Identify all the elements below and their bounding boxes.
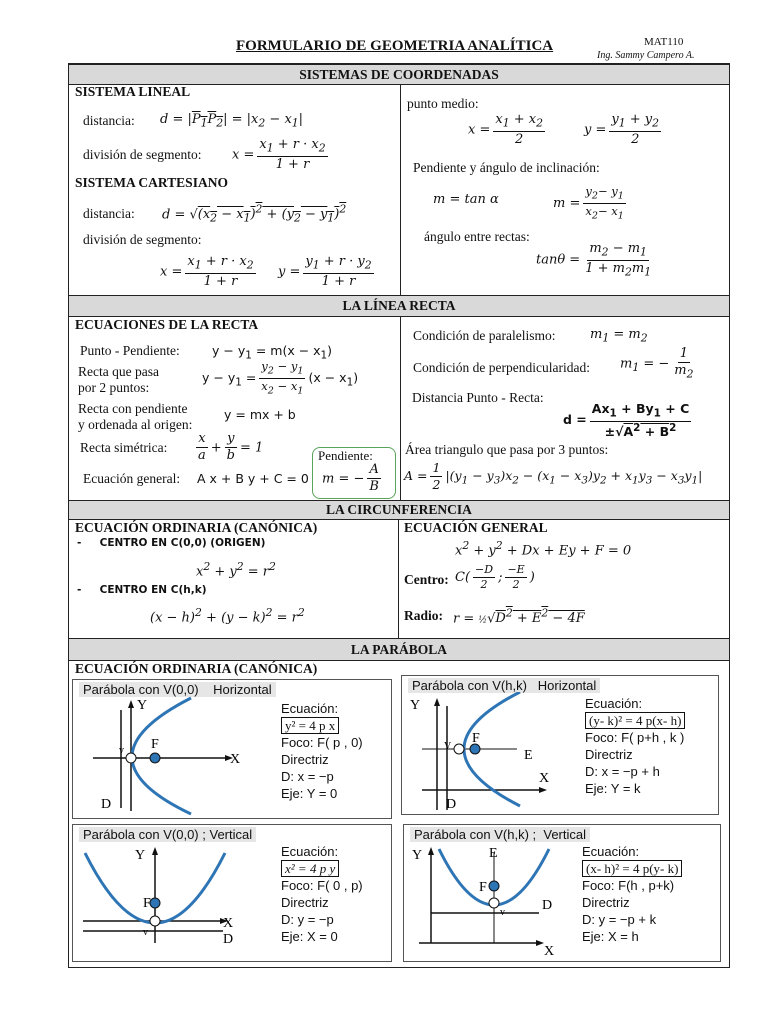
parab-ordinaria-title: ECUACIÓN ORDINARIA (CANÓNICA) [75,661,318,676]
formula-perpendicularidad: $m_1$ = − $\frac{1}{m_2}$ [620,346,694,381]
f-label: F [472,731,480,746]
cartesiano-title: SISTEMA CARTESIANO [75,175,228,190]
panel-info: Ecuación: y² = 4 p x Foco: F( p , 0) Directriz D: x = −p Eje: Y = 0 [281,701,363,801]
parabola-panel-h00 [72,679,392,819]
e-label: E [489,846,498,861]
formula-pm-y: y = $\frac{y_1 + y_2}{2}$ [584,112,660,147]
x-label: X [544,944,555,959]
x-label: X [539,771,550,786]
y-arrow [152,847,158,855]
equation-box: y² = 4 p x [281,717,339,734]
centro-origen-label: - CENTRO EN C(0,0) (ORIGEN) [77,537,266,549]
area-label: Área triangulo que pasa por 3 puntos: [405,442,609,457]
formula-distancia-cart: $d = √(x_2 - x_1)^2 + (y_2 - y_1)^2$ [162,203,347,225]
author: Ing. Sammy Campero A. [597,50,695,61]
formula-simetrica: $\frac{x}{a}$ + $\frac{y}{b}$ = 1 [198,431,264,464]
divider [398,520,399,638]
formula-radio: $r = \frac{1}{2}√D^2 + E^2 - 4F$ [453,607,585,627]
section-recta: LA LÍNEA RECTA [69,295,729,317]
divider [400,317,401,500]
perpendicularidad-label: Condición de perpendicularidad: [413,360,590,375]
recta-title: ECUACIONES DE LA RECTA [75,317,259,332]
paralelismo-label: Condición de paralelismo: [413,328,556,343]
v-label: v [500,907,505,918]
radio-label: Radio: [404,608,444,623]
parabola-panel-vhk [403,824,721,962]
formula-pendiente-general: m = − $\frac{A}{B}$ [322,462,379,495]
formula-div-seg-lineal: x = $\frac{x_1 + r \cdot x_2}{1 + r}$ [232,137,326,172]
formula-dist-punto-recta: d = $\frac{Ax_1 + By_1 + C}{\pm√A^2 + B^2}$ [563,401,690,440]
v-label: v [119,745,124,756]
panel-info: Ecuación: x² = 4 p y Foco: F( 0 , p) Directriz D: y = −p Eje: X = 0 [281,844,363,944]
formula-circ-general: $x^2 + y^2 + Dx + Ey + F = 0$ [455,539,632,559]
v-label: V [444,741,452,752]
centro-hk-label: - CENTRO EN C(h,k) [77,584,207,596]
general-label: Ecuación general: [83,471,181,486]
formula-area: A = $\frac{1}{2}$ $|(y_1 - y_3)x_2 - (x_1 - x_3)y_2 + x_1y_3 - x_3y_1|$ [404,460,703,492]
y-label: Y [410,698,421,713]
circ-general-title: ECUACIÓN GENERAL [404,520,548,535]
formula-circ-hk: $(x - h)^2 + (y - k)^2 = r^2$ [150,606,305,626]
dos-puntos-label: Recta que pasa por 2 puntos: [78,364,159,395]
formula-distancia-lineal: $d = |P_1P_2| = |x_2 - x_1|$ [160,112,304,130]
focus-point [150,898,160,908]
d-label: D [446,797,457,812]
section-circunferencia: LA CIRCUNFERENCIA [69,500,729,520]
parabola-graph [402,692,587,812]
d-label: D [101,797,112,812]
punto-medio-label: punto medio: [407,96,479,111]
simetrica-label: Recta simétrica: [80,440,168,455]
x-label: X [223,916,234,931]
page-title: FORMULARIO DE GEOMETRIA ANALÍTICA [236,38,554,54]
formula-general: A x + B y + C = 0 [197,471,309,486]
v-label: v [143,927,148,938]
formula-m-tan: m = tan α [433,192,499,207]
parabola-graph [404,843,584,961]
f-label: F [151,737,159,752]
y-arrow [128,700,134,708]
f-label: F [143,896,151,911]
parabola-panel-v00 [72,824,392,962]
pendiente-ordenada-label: Recta con pendiente y ordenada al origen: [78,401,193,432]
angulo-rectas-label: ángulo entre rectas: [424,229,530,244]
y-label: Y [135,848,146,863]
formula-div-seg-y: y = $\frac{y_1 + r \cdot y_2}{1 + r}$ [278,254,372,289]
focus-point [489,881,499,891]
centro-label: Centro: [404,572,449,587]
x-arrow [536,940,544,946]
y-label: Y [137,698,148,713]
y-arrow [434,698,440,706]
d-label: D [223,932,234,947]
punto-pendiente-label: Punto - Pendiente: [80,343,180,358]
y-label: Y [412,848,423,863]
section-coordenadas: SISTEMAS DE COORDENADAS [69,64,729,85]
parabola-panel-hhk [401,675,719,815]
panel-title: Parábola con V(h,k) Horizontal [408,678,600,693]
x-label: X [230,752,241,767]
circ-ordinaria-title: ECUACIÓN ORDINARIA (CANÓNICA) [75,520,318,535]
divider [400,85,401,295]
distancia-label: distancia: [83,113,135,128]
equation-box: x² = 4 p y [281,860,339,877]
panel-title: Parábola con V(0,0) ; Vertical [79,827,256,842]
vertex-point [150,916,160,926]
f-label: F [479,880,487,895]
pendiente-angulo-label: Pendiente y ángulo de inclinación: [413,160,600,175]
formula-punto-pendiente: $y - y_1 = m(x - x_1)$ [212,343,333,362]
parabola-curve [132,698,191,814]
distancia-label-2: distancia: [83,206,135,221]
panel-info: Ecuación: (y- k)² = 4 p(x- h) Foco: F( p+h , k ) Directriz D: x = −p + h Eje: Y = k [585,696,685,796]
e-label: E [524,748,533,763]
div-seg-label: división de segmento: [83,147,202,162]
dist-punto-recta-label: Distancia Punto - Recta: [412,390,544,405]
div-seg-label-2: división de segmento: [83,232,202,247]
panel-info: Ecuación: (x- h)² = 4 p(y- k) Foco: F(h , p+k) Directriz D: y = −p + k Eje: X = h [582,843,682,945]
course-code: MAT110 [644,36,684,48]
lineal-title: SISTEMA LINEAL [75,84,191,99]
x-arrow [539,787,547,793]
formula-pm-x: x = $\frac{x_1 + x_2}{2}$ [468,112,543,147]
formula-circ-origen: $x^2 + y^2 = r^2$ [196,560,276,580]
formula-paralelismo: $m_1 = m_2$ [590,327,648,345]
panel-title: Parábola con V(h,k) ; Vertical [410,827,590,842]
panel-title: Parábola con V(0,0) Horizontal [79,682,276,697]
formula-m-pendiente: m = $\frac{y_2- y_1}{x_2- x_1}$ [553,184,624,222]
section-parabola: LA PARÁBOLA [69,638,729,661]
vertex-point [126,753,136,763]
focus-point [150,753,160,763]
formula-centro: C( $\frac{-D}{2}$ ; $\frac{-E}{2}$ ) [455,563,535,592]
parabola-graph [73,696,273,816]
vertex-point [489,898,499,908]
d-label: D [542,898,553,913]
formula-dos-puntos: $y - y_1$ = $\frac{y_2 - y_1}{x_2 - x_1}$ $(x - x_1)$ [202,359,359,397]
parabola-graph [73,843,263,961]
formula-pendiente-ordenada: y = mx + b [224,407,296,422]
formula-div-seg-x: x = $\frac{x_1 + r \cdot x_2}{1 + r}$ [160,254,254,289]
y-arrow [428,847,434,855]
vertex-point [454,744,464,754]
equation-box: (y- k)² = 4 p(x- h) [585,712,685,729]
pendiente-box-label: Pendiente: [318,448,373,463]
formula-tan-theta: tanθ = $\frac{m_2 - m_1}{1 + m_2m_1}$ [536,241,652,279]
equation-box: (x- h)² = 4 p(y- k) [582,860,682,877]
